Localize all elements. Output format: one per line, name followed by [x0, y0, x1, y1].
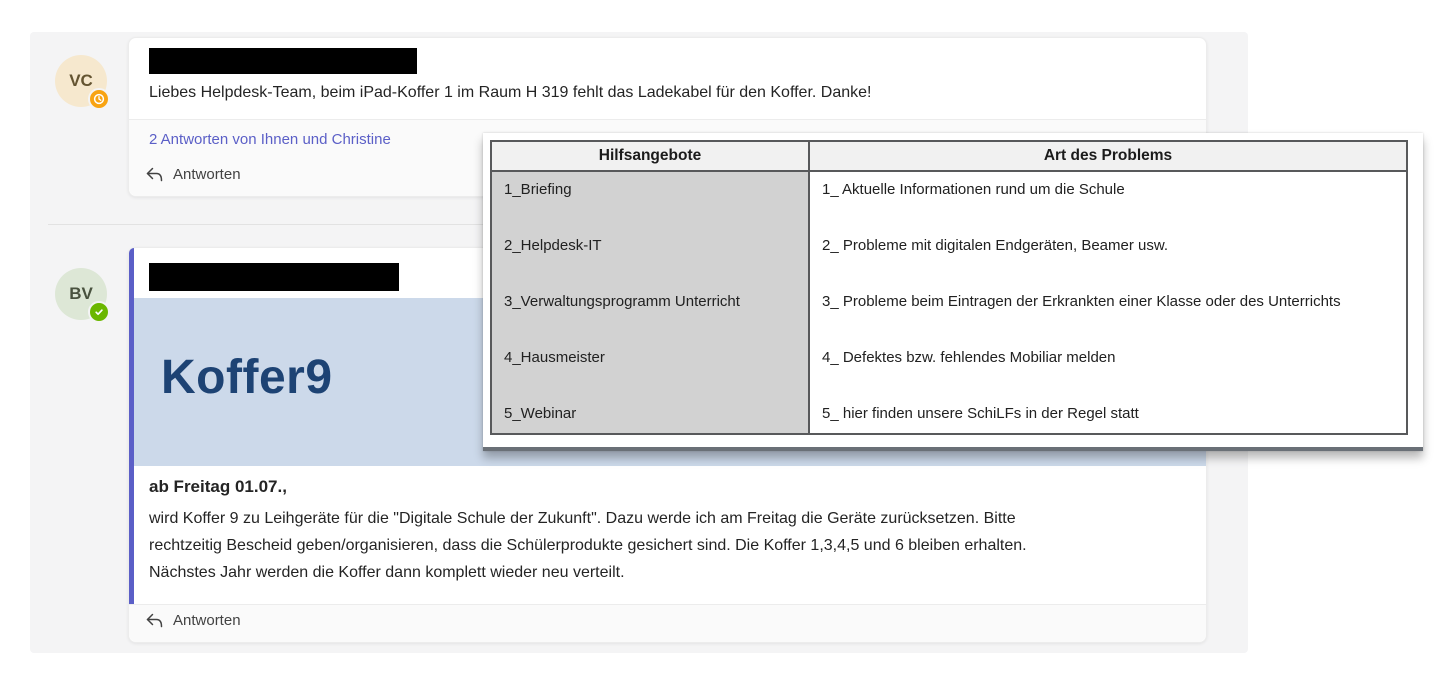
table-cell: 4_ Defektes bzw. fehlendes Mobiliar melden	[809, 340, 1407, 396]
table-cell: 1_Briefing	[491, 171, 809, 228]
table-cell: 5_Webinar	[491, 396, 809, 434]
post-footer	[129, 604, 1206, 642]
checkmark-available-icon	[88, 301, 110, 323]
table-cell: 4_Hausmeister	[491, 340, 809, 396]
attachment-image-table[interactable]	[483, 133, 1423, 451]
table-row	[491, 171, 1407, 228]
clock-away-icon	[88, 88, 110, 110]
reply-button-label: Antworten	[173, 166, 241, 183]
table-header-cell: Art des Problems	[809, 141, 1407, 171]
table-cell: 1_ Aktuelle Informationen rund um die Schule	[809, 171, 1407, 228]
avatar[interactable]	[55, 268, 107, 320]
table-cell: 2_Helpdesk-IT	[491, 228, 809, 284]
announcement-title: Koffer9	[161, 351, 333, 404]
table-row	[491, 396, 1407, 434]
post-body-heading: ab Freitag 01.07.,	[149, 477, 287, 496]
unread-accent-bar	[129, 248, 134, 604]
reply-arrow-icon	[145, 613, 164, 628]
table-cell: 3_Verwaltungsprogramm Unterricht	[491, 284, 809, 340]
table-header-cell: Hilfsangebote	[491, 141, 809, 171]
table-cell: 3_ Probleme beim Eintragen der Erkrankten einer Klasse oder des Unterrichts	[809, 284, 1407, 340]
redacted-author-name	[149, 48, 417, 74]
post-message: Liebes Helpdesk-Team, beim iPad-Koffer 1 im Raum H 319 fehlt das Ladekabel für den Koffer. Danke!	[149, 84, 872, 101]
avatar-initials: VC	[69, 71, 93, 90]
table-row	[491, 228, 1407, 284]
reply-arrow-icon	[145, 167, 164, 182]
reply-button[interactable]	[145, 612, 241, 629]
post-body-text: wird Koffer 9 zu Leihgeräte für die "Digitale Schule der Zukunft". Dazu werde ich am Freitag die Geräte zurücksetzen. Bitte rechtzeitig Bescheid geben/organisieren, dass die Schülerprodukte gesichert sind. Die Koffer 1,3,4,5 und 6 bleiben erhalten. Nächstes Jahr werden die Koffer dann komplett wieder neu verteilt.	[149, 510, 1027, 581]
replies-summary-link[interactable]: 2 Antworten von Ihnen und Christine	[149, 131, 391, 148]
table-cell: 5_ hier finden unsere SchiLFs in der Regel statt	[809, 396, 1407, 434]
avatar[interactable]	[55, 55, 107, 107]
table-cell: 2_ Probleme mit digitalen Endgeräten, Beamer usw.	[809, 228, 1407, 284]
avatar-initials: BV	[69, 284, 93, 303]
redacted-author-name	[149, 263, 399, 291]
table-row	[491, 284, 1407, 340]
help-offers-table	[490, 140, 1408, 435]
reply-button[interactable]	[145, 166, 241, 183]
table-row	[491, 340, 1407, 396]
reply-button-label: Antworten	[173, 612, 241, 629]
